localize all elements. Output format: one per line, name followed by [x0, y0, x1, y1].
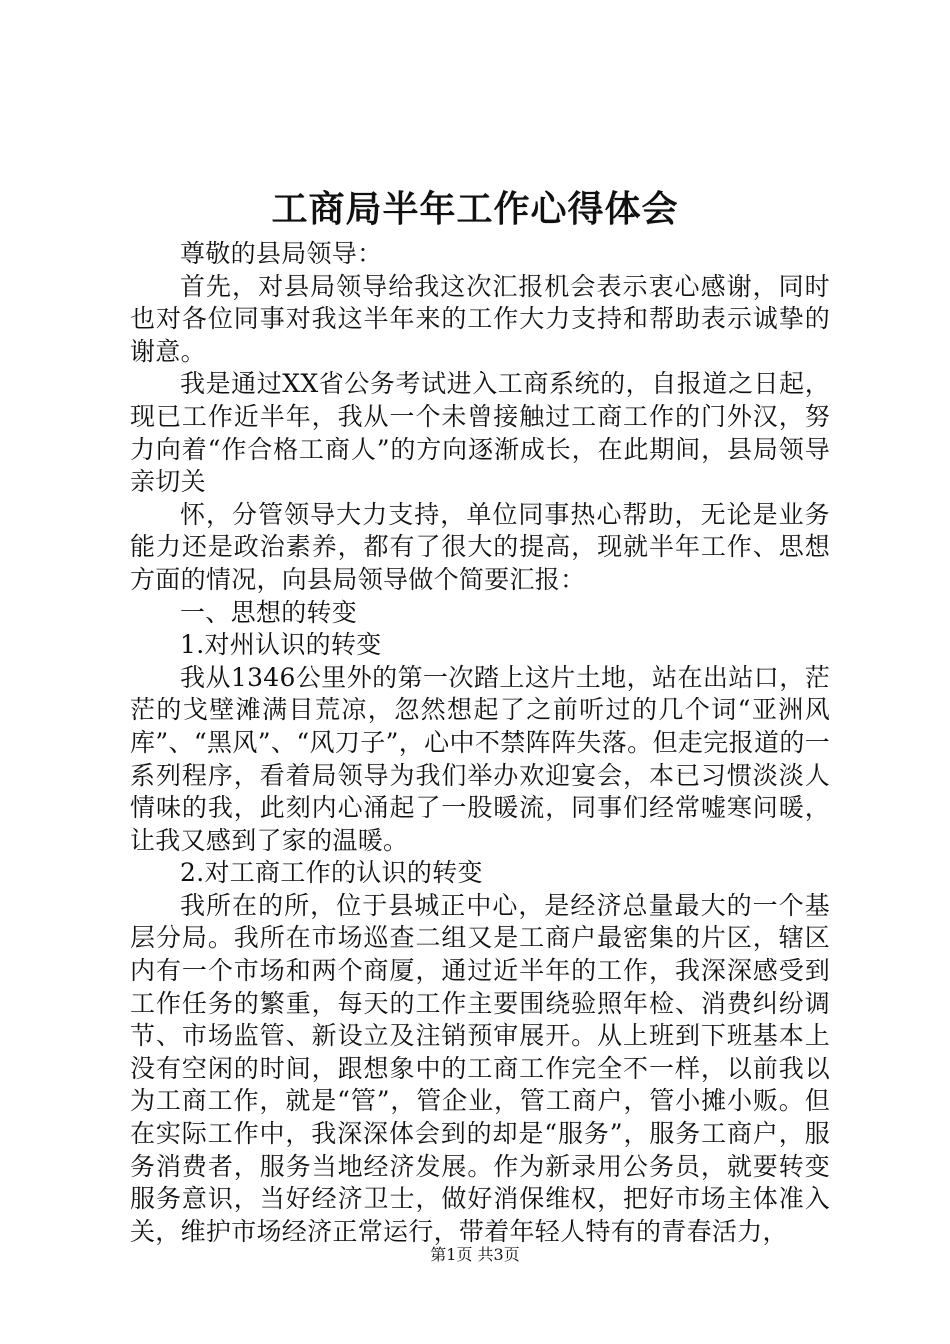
section-heading: 一、思想的转变	[180, 597, 358, 627]
paragraph: 我是通过XX省公务考试进入工商系统的，自报道之日起，现已工作近半年，我从一个未曾接触过工商工作的门外汉，努力向着“作合格工商人”的方向逐渐成长，在此期间，县局领导亲切关	[130, 369, 830, 497]
page-number: 第1页 共3页	[430, 1245, 520, 1264]
paragraph: 首先，对县局领导给我这次汇报机会表示衷心感谢，同时也对各位同事对我这半年来的工作大力支持和帮助表示诚挚的谢意。	[130, 271, 830, 366]
salutation: 尊敬的县局领导：	[180, 239, 383, 268]
paragraph: 我所在的所，位于县城正中心，是经济总量最大的一个基层分局。我所在市场巡查二组又是工商户最密集的片区，辖区内有一个市场和两个商厦，通过近半年的工作，我深深感受到工作任务的繁重，每天的工作主要围绕验照年检、消费纠纷调节、市场监管、新设立及注销预审展开。从上班到下班基本上没有空闲的时间，跟想象中的工商工作完全不一样，以前我以为工商工作，就是“管”，管企业，管工商户，管小摊小贩。但在实际工作中，我深深体会到的却是“服务”，服务工商户，服务消费者，服务当地经济发展。作为新录用公务员，就要转变服务意识，当好经济卫士，做好消保维权，把好市场主体准入关，维护市场经济正常运行，带着年轻人特有的青春活力，	[130, 890, 830, 1246]
document-title: 工商局半年工作心得体会	[271, 188, 679, 230]
paragraph: 怀，分管领导大力支持，单位同事热心帮助，无论是业务能力还是政治素养，都有了很大的提高，现就半年工作、思想方面的情况，向县局领导做个简要汇报：	[130, 499, 830, 594]
subsection-heading: 2.对工商工作的认识的转变	[180, 858, 483, 888]
document-body	[130, 238, 830, 1248]
subsection-heading: 1.对州认识的转变	[180, 630, 382, 660]
paragraph: 我从1346公里外的第一次踏上这片土地，站在出站口，茫茫的戈壁滩满目荒凉，忽然想起了之前听过的几个词“亚洲风库”、“黑风”、“风刀子”，心中不禁阵阵失落。但走完报道的一系列程序，看着局领导为我们举办欢迎宴会，本已习惯淡淡人情味的我，此刻内心涌起了一股暖流，同事们经常嘘寒问暖，让我又感到了家的温暖。	[130, 662, 830, 855]
